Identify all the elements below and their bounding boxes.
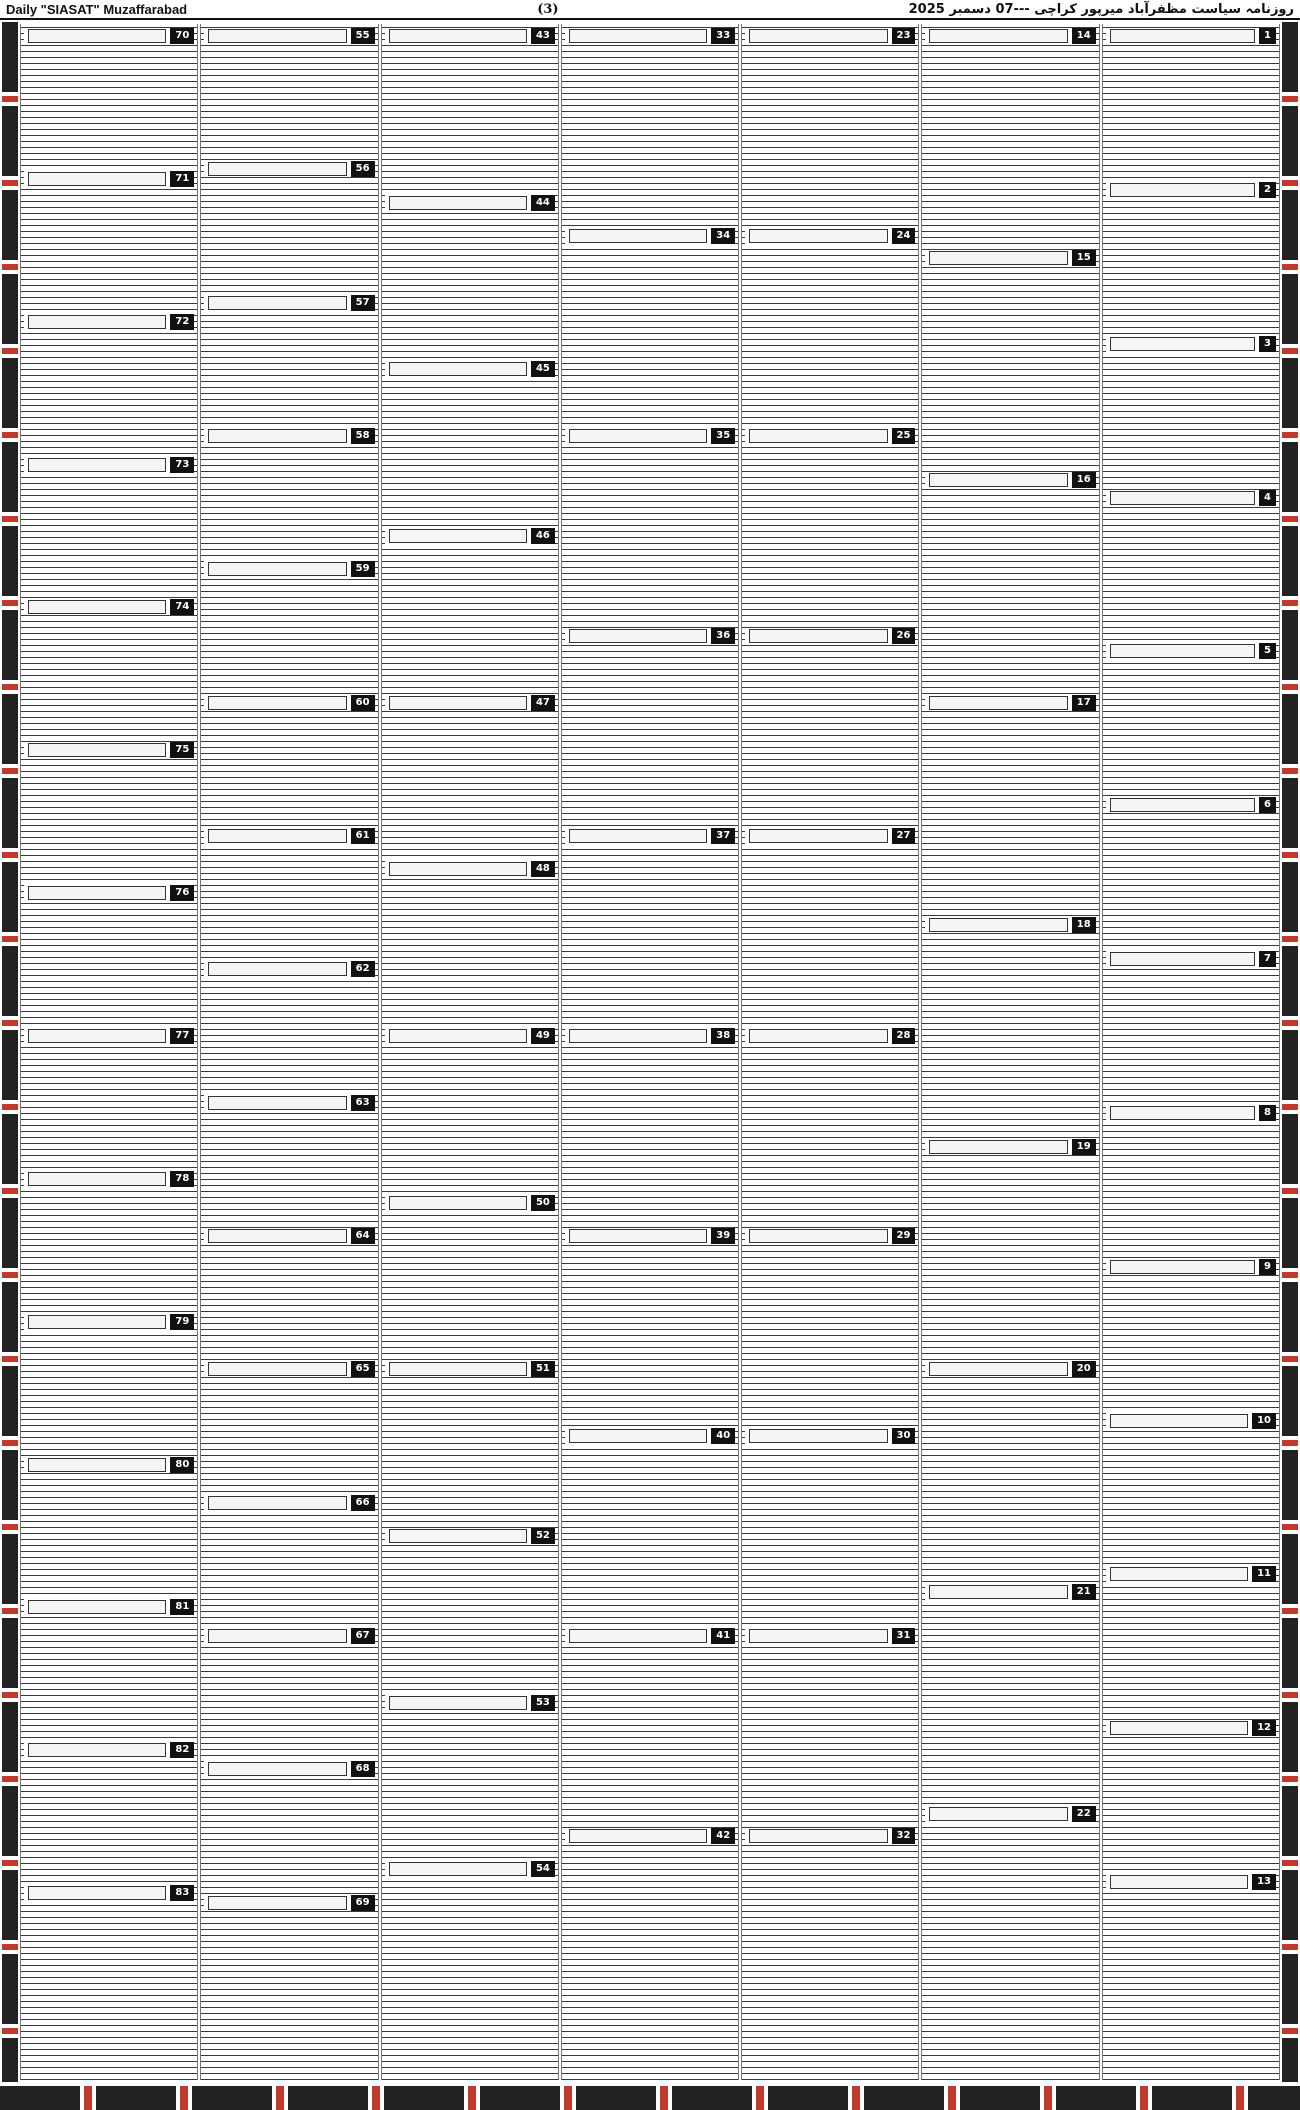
notice-header <box>745 228 915 244</box>
notice-header <box>745 1028 915 1044</box>
notice-header <box>1106 1566 1276 1582</box>
notice-number: 76 <box>170 885 194 901</box>
siasat-logo-icon <box>749 1229 887 1243</box>
notice-number: 20 <box>1072 1361 1096 1377</box>
notice-header <box>565 1428 735 1444</box>
notice-number: 34 <box>711 228 735 244</box>
siasat-logo-icon <box>929 1362 1067 1376</box>
column-6 <box>200 24 378 2080</box>
notice-number: 70 <box>170 28 194 44</box>
notice-header <box>385 361 555 377</box>
notice-header <box>385 528 555 544</box>
left-ad-strip <box>2 22 18 2082</box>
notice-header <box>204 1495 374 1511</box>
notice-number: 73 <box>170 457 194 473</box>
siasat-logo-icon <box>208 296 346 310</box>
notice-header <box>385 195 555 211</box>
siasat-logo-icon <box>569 1829 707 1843</box>
notice-number: 68 <box>351 1761 375 1777</box>
siasat-logo-icon <box>389 1696 527 1710</box>
notice-number: 81 <box>170 1599 194 1615</box>
notice-number: 6 <box>1259 797 1276 813</box>
notice-header <box>1106 1413 1276 1429</box>
siasat-logo-icon <box>389 529 527 543</box>
notice-header <box>24 1457 194 1473</box>
notice-header <box>24 171 194 187</box>
notice-number: 54 <box>531 1861 555 1877</box>
notice-header <box>925 1139 1095 1155</box>
notice-number: 67 <box>351 1628 375 1644</box>
notice-number: 71 <box>170 171 194 187</box>
notice-number: 21 <box>1072 1584 1096 1600</box>
notice-header <box>565 28 735 44</box>
siasat-logo-icon <box>389 196 527 210</box>
notice-header <box>204 1095 374 1111</box>
notice-header <box>204 1761 374 1777</box>
notice-number: 48 <box>531 861 555 877</box>
notice-header <box>24 742 194 758</box>
notice-header <box>1106 643 1276 659</box>
notice-header <box>204 561 374 577</box>
notice-number: 66 <box>351 1495 375 1511</box>
notice-number: 80 <box>170 1457 194 1473</box>
notice-header <box>385 1695 555 1711</box>
notice-header <box>204 295 374 311</box>
notice-number: 40 <box>711 1428 735 1444</box>
notice-number: 13 <box>1252 1874 1276 1890</box>
notice-header <box>24 1028 194 1044</box>
masthead-urdu-title: روزنامہ سیاست مظفرآباد میرپور کراچی ---07 دسمبر 2025 <box>908 1 1294 17</box>
notice-number: 15 <box>1072 250 1096 266</box>
siasat-logo-icon <box>389 862 527 876</box>
notice-number: 28 <box>892 1028 916 1044</box>
notice-number: 29 <box>892 1228 916 1244</box>
notice-number: 25 <box>892 428 916 444</box>
notice-number: 41 <box>711 1628 735 1644</box>
siasat-logo-icon <box>28 886 166 900</box>
notice-number: 74 <box>170 599 194 615</box>
notice-header <box>24 885 194 901</box>
notice-number: 79 <box>170 1314 194 1330</box>
siasat-logo-icon <box>569 629 707 643</box>
notice-number: 3 <box>1259 336 1276 352</box>
siasat-logo-icon <box>1110 1260 1255 1274</box>
column-5 <box>381 24 559 2080</box>
siasat-logo-icon <box>569 429 707 443</box>
notice-header <box>204 1895 374 1911</box>
siasat-logo-icon <box>749 1029 887 1043</box>
notice-number: 55 <box>351 28 375 44</box>
siasat-logo-icon <box>929 1585 1067 1599</box>
siasat-logo-icon <box>1110 952 1255 966</box>
column-2 <box>921 24 1099 2080</box>
notice-header <box>24 1742 194 1758</box>
notice-header <box>204 161 374 177</box>
notice-header <box>1106 490 1276 506</box>
notice-number: 69 <box>351 1895 375 1911</box>
siasat-logo-icon <box>208 29 346 43</box>
siasat-logo-icon <box>208 1096 346 1110</box>
siasat-logo-icon <box>929 1807 1067 1821</box>
siasat-logo-icon <box>1110 183 1255 197</box>
notice-number: 82 <box>170 1742 194 1758</box>
siasat-logo-icon <box>569 29 707 43</box>
notice-number: 72 <box>170 314 194 330</box>
notice-number: 77 <box>170 1028 194 1044</box>
siasat-logo-icon <box>1110 1567 1248 1581</box>
siasat-logo-icon <box>749 829 887 843</box>
notice-header <box>385 1528 555 1544</box>
notice-number: 22 <box>1072 1806 1096 1822</box>
notice-header <box>24 599 194 615</box>
notice-header <box>385 1361 555 1377</box>
notice-header <box>24 1885 194 1901</box>
page-number: (3) <box>537 1 559 17</box>
notice-number: 9 <box>1259 1259 1276 1275</box>
siasat-logo-icon <box>208 696 346 710</box>
siasat-logo-icon <box>389 29 527 43</box>
notice-header <box>1106 28 1276 44</box>
notice-header <box>925 917 1095 933</box>
notice-header <box>565 628 735 644</box>
notice-number: 27 <box>892 828 916 844</box>
notice-number: 63 <box>351 1095 375 1111</box>
notice-number: 24 <box>892 228 916 244</box>
notice-header <box>1106 182 1276 198</box>
notice-header <box>565 1228 735 1244</box>
siasat-logo-icon <box>569 829 707 843</box>
notice-header <box>925 1584 1095 1600</box>
notice-header <box>24 1171 194 1187</box>
notice-number: 12 <box>1252 1720 1276 1736</box>
notice-header <box>745 628 915 644</box>
notice-header <box>745 828 915 844</box>
notice-header <box>385 28 555 44</box>
notice-header <box>385 1028 555 1044</box>
siasat-logo-icon <box>1110 1721 1248 1735</box>
notice-header <box>24 1599 194 1615</box>
notice-number: 62 <box>351 961 375 977</box>
notice-header <box>745 428 915 444</box>
notice-header <box>745 28 915 44</box>
notice-header <box>385 695 555 711</box>
siasat-logo-icon <box>389 1362 527 1376</box>
siasat-logo-icon <box>1110 798 1255 812</box>
column-4 <box>561 24 739 2080</box>
siasat-logo-icon <box>389 1196 527 1210</box>
siasat-logo-icon <box>28 1458 166 1472</box>
notice-number: 32 <box>892 1828 916 1844</box>
siasat-logo-icon <box>28 1600 166 1614</box>
masthead-english-title: Daily "SIASAT" Muzaffarabad <box>6 1 188 17</box>
notice-number: 11 <box>1252 1566 1276 1582</box>
siasat-logo-icon <box>389 1862 527 1876</box>
notice-number: 44 <box>531 195 555 211</box>
notice-number: 23 <box>892 28 916 44</box>
siasat-logo-icon <box>749 629 887 643</box>
siasat-logo-icon <box>749 1829 887 1843</box>
siasat-logo-icon <box>929 29 1067 43</box>
notice-header <box>24 314 194 330</box>
notice-number: 36 <box>711 628 735 644</box>
notice-number: 52 <box>531 1528 555 1544</box>
notice-number: 56 <box>351 161 375 177</box>
notice-header <box>24 1314 194 1330</box>
notice-number: 7 <box>1259 951 1276 967</box>
notice-number: 17 <box>1072 695 1096 711</box>
siasat-logo-icon <box>1110 1875 1248 1889</box>
notice-number: 64 <box>351 1228 375 1244</box>
siasat-logo-icon <box>749 429 887 443</box>
siasat-logo-icon <box>1110 644 1255 658</box>
siasat-logo-icon <box>569 1029 707 1043</box>
notice-number: 16 <box>1072 472 1096 488</box>
siasat-logo-icon <box>208 1229 346 1243</box>
siasat-logo-icon <box>389 696 527 710</box>
notice-number: 5 <box>1259 643 1276 659</box>
siasat-logo-icon <box>28 1315 166 1329</box>
column-3 <box>741 24 919 2080</box>
siasat-logo-icon <box>28 315 166 329</box>
siasat-logo-icon <box>569 1629 707 1643</box>
notice-number: 10 <box>1252 1413 1276 1429</box>
notice-number: 35 <box>711 428 735 444</box>
notice-header <box>925 1361 1095 1377</box>
notice-number: 4 <box>1259 490 1276 506</box>
notice-number: 18 <box>1072 917 1096 933</box>
siasat-logo-icon <box>28 600 166 614</box>
siasat-logo-icon <box>28 743 166 757</box>
notice-header <box>24 28 194 44</box>
notice-header <box>204 428 374 444</box>
notice-header <box>385 1195 555 1211</box>
siasat-logo-icon <box>208 562 346 576</box>
siasat-logo-icon <box>28 1886 166 1900</box>
siasat-logo-icon <box>208 1362 346 1376</box>
notice-number: 14 <box>1072 28 1096 44</box>
notice-number: 19 <box>1072 1139 1096 1155</box>
siasat-logo-icon <box>1110 337 1255 351</box>
notice-number: 60 <box>351 695 375 711</box>
notice-header <box>385 861 555 877</box>
notice-number: 75 <box>170 742 194 758</box>
notice-header <box>925 695 1095 711</box>
notice-number: 2 <box>1259 182 1276 198</box>
siasat-logo-icon <box>28 1743 166 1757</box>
siasat-logo-icon <box>1110 1414 1248 1428</box>
notice-number: 59 <box>351 561 375 577</box>
notice-header <box>925 28 1095 44</box>
notice-header <box>385 1861 555 1877</box>
notice-header <box>745 1428 915 1444</box>
notice-number: 83 <box>170 1885 194 1901</box>
notice-header <box>1106 951 1276 967</box>
notice-header <box>745 1628 915 1644</box>
siasat-logo-icon <box>208 162 346 176</box>
notice-number: 45 <box>531 361 555 377</box>
siasat-logo-icon <box>28 29 166 43</box>
siasat-logo-icon <box>389 1529 527 1543</box>
siasat-logo-icon <box>929 251 1067 265</box>
notice-header <box>745 1828 915 1844</box>
siasat-logo-icon <box>749 29 887 43</box>
siasat-logo-icon <box>208 1896 346 1910</box>
notice-number: 78 <box>170 1171 194 1187</box>
notice-header <box>204 1228 374 1244</box>
notice-header <box>565 1828 735 1844</box>
notice-number: 47 <box>531 695 555 711</box>
siasat-logo-icon <box>28 172 166 186</box>
notice-header <box>1106 1874 1276 1890</box>
notice-header <box>1106 797 1276 813</box>
notice-header <box>204 1628 374 1644</box>
notice-number: 31 <box>892 1628 916 1644</box>
notice-header <box>565 1028 735 1044</box>
right-ad-strip <box>1282 22 1298 2082</box>
notice-header <box>204 828 374 844</box>
notice-header <box>925 250 1095 266</box>
notice-number: 50 <box>531 1195 555 1211</box>
notice-header <box>204 28 374 44</box>
notice-header <box>565 1628 735 1644</box>
notice-header <box>1106 1105 1276 1121</box>
siasat-logo-icon <box>28 458 166 472</box>
notice-number: 65 <box>351 1361 375 1377</box>
notice-header <box>1106 336 1276 352</box>
siasat-logo-icon <box>208 1762 346 1776</box>
notice-header <box>565 428 735 444</box>
siasat-logo-icon <box>929 918 1067 932</box>
siasat-logo-icon <box>208 1629 346 1643</box>
siasat-logo-icon <box>569 1429 707 1443</box>
siasat-logo-icon <box>208 962 346 976</box>
notice-number: 33 <box>711 28 735 44</box>
siasat-logo-icon <box>1110 491 1255 505</box>
siasat-logo-icon <box>1110 29 1255 43</box>
siasat-logo-icon <box>28 1029 166 1043</box>
notice-header <box>925 472 1095 488</box>
masthead <box>0 0 1300 20</box>
siasat-logo-icon <box>749 229 887 243</box>
siasat-logo-icon <box>208 829 346 843</box>
notice-number: 53 <box>531 1695 555 1711</box>
notice-header <box>565 828 735 844</box>
siasat-logo-icon <box>749 1629 887 1643</box>
notice-number: 37 <box>711 828 735 844</box>
siasat-logo-icon <box>208 429 346 443</box>
siasat-logo-icon <box>389 362 527 376</box>
notice-header <box>1106 1259 1276 1275</box>
notice-number: 39 <box>711 1228 735 1244</box>
notice-number: 26 <box>892 628 916 644</box>
column-1 <box>1102 24 1280 2080</box>
notice-header <box>204 1361 374 1377</box>
notice-number: 42 <box>711 1828 735 1844</box>
notice-number: 51 <box>531 1361 555 1377</box>
notice-header <box>24 457 194 473</box>
notice-header <box>204 961 374 977</box>
notice-number: 1 <box>1259 28 1276 44</box>
notice-columns <box>20 24 1280 2080</box>
siasat-logo-icon <box>929 696 1067 710</box>
siasat-logo-icon <box>929 473 1067 487</box>
siasat-logo-icon <box>28 1172 166 1186</box>
notice-number: 46 <box>531 528 555 544</box>
notice-number: 30 <box>892 1428 916 1444</box>
notice-header <box>745 1228 915 1244</box>
notice-number: 8 <box>1259 1105 1276 1121</box>
siasat-logo-icon <box>1110 1106 1255 1120</box>
notice-header <box>925 1806 1095 1822</box>
notice-number: 38 <box>711 1028 735 1044</box>
siasat-logo-icon <box>389 1029 527 1043</box>
notice-header <box>1106 1720 1276 1736</box>
notice-header <box>565 228 735 244</box>
column-7 <box>20 24 198 2080</box>
notice-number: 57 <box>351 295 375 311</box>
notice-number: 43 <box>531 28 555 44</box>
notice-number: 61 <box>351 828 375 844</box>
bottom-ad-strip <box>0 2086 1300 2110</box>
notice-number: 58 <box>351 428 375 444</box>
siasat-logo-icon <box>749 1429 887 1443</box>
siasat-logo-icon <box>929 1140 1067 1154</box>
notice-header <box>204 695 374 711</box>
notice-number: 49 <box>531 1028 555 1044</box>
siasat-logo-icon <box>569 1229 707 1243</box>
siasat-logo-icon <box>208 1496 346 1510</box>
siasat-logo-icon <box>569 229 707 243</box>
